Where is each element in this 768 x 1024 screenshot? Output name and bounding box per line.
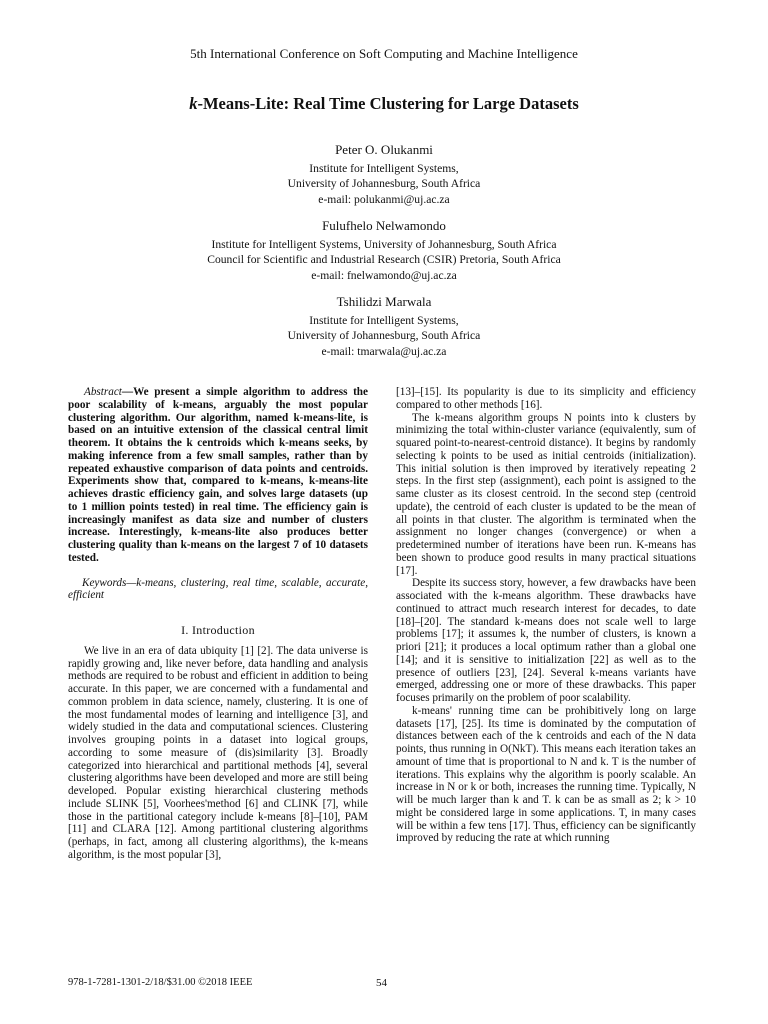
- section-heading-introduction: I. Introduction: [181, 623, 255, 637]
- intro-paragraph: We live in an era of data ubiquity [1] [2]. The data universe is rapidly growing and, like never before, data handling and analysis methods are required to be robust and efficient in addition to being accurate. In this paper, we are concerned with a fundamental and common problem in data science, namely, clustering. It is one of the most fundamental modes of learning and intelligence [3], and widely studied in the data and computational sciences. Clustering involves grouping points in a dataset into logical groups, according to some measure of (dis)similarity [3]. Broadly categorized into hierarchical and partitional methods [4], several clustering algorithms have been developed and more are still being developed. Popular existing hierarchical clustering methods include SLINK [5], Voorhees'method [6] and CLINK [7], while those in the partitional category include k-means [8]–[10], PAM [11] and CLARA [12]. Among partitional clustering algorithms (perhaps, in fact, among all clustering algorithms), the k-means algorithm, is the most popular [3],: [68, 644, 368, 861]
- right-column: [396, 386, 696, 845]
- footer-isbn: 978-1-7281-1301-2/18/$31.00 ©2018 IEEE: [68, 977, 253, 988]
- author-name: Fulufhelo Nelwamondo: [322, 218, 446, 233]
- abstract: [68, 386, 368, 565]
- author-email: e-mail: fnelwamondo@uj.ac.za: [311, 268, 457, 282]
- author-block-1: [0, 142, 768, 207]
- body-paragraph: Despite its success story, however, a few drawbacks have been associated with the k-means algorithm. These drawbacks have continued to attract much research interest for decades, to date [18]–[20]. The standard k-means does not scale well to large problems [17]; it assumes k, the number of clusters, is known a priori [21]; it produces a local optimum rather than a global one [14]; and it is sensitive to initialization [22] as well as to the presence of outliers [23], [24]. Several k-means variants have emerged, addressing one or more of these drawbacks. This paper focuses primarily on the problem of poor scalability.: [396, 577, 696, 704]
- author-affiliation: Institute for Intelligent Systems, University of Johannesburg, South Africa: [211, 237, 557, 251]
- body-paragraph: [13]–[15]. Its popularity is due to its simplicity and efficiency compared to other methods [16].: [396, 386, 696, 411]
- author-name: Peter O. Olukanmi: [335, 142, 433, 157]
- keywords: Keywords—k-means, clustering, real time, scalable, accurate, efficient: [68, 576, 368, 602]
- author-email: e-mail: polukanmi@uj.ac.za: [318, 192, 450, 206]
- conference-header: 5th International Conference on Soft Computing and Machine Intelligence: [190, 46, 578, 61]
- author-affiliation: Council for Scientific and Industrial Research (CSIR) Pretoria, South Africa: [207, 253, 561, 266]
- title-k: k: [189, 94, 198, 113]
- left-column: [68, 386, 368, 862]
- abstract-text: —We present a simple algorithm to address the poor scalability of k-means, arguably the most popular clustering algorithm. Our algorithm, named k-means-lite, is based on an intuitive extension of the classical central limit theorem. It obtains the k centroids which k-means seeks, by making inference from a few small samples, rather than by repeated exhaustive comparison of data points and centroids. Experiments show that, compared to k-means, k-means-lite achieves drastic efficiency gain, and solves large datasets (up to 1 million points tested) in real time. The efficiency gain is increasingly manifest as data size and number of clusters increase. Interestingly, k-means-lite also produces better clustering quality than k-means on the largest 7 of 10 datasets tested.: [68, 386, 368, 564]
- author-email: e-mail: tmarwala@uj.ac.za: [321, 344, 447, 358]
- body-paragraph: k-means' running time can be prohibitively long on large datasets [17], [25]. Its time is dominated by the computation of distances between each of the k centroids and each of the N data points, thus running in O(NkT). This means each iteration takes an amount of time that is proportional to N and k. T is the number of iterations. This explains why the algorithm is poorly scalable. An increase in N or k or both, increases the running time. Typically, N will be much larger than k and T. k can be as small as 2; k > 10 might be considered large in some applications. T, in many cases will be within a few tens [17]. Thus, efficiency can be significantly improved by reducing the rate at which running: [396, 704, 697, 845]
- author-affiliation: Institute for Intelligent Systems,: [309, 313, 459, 327]
- author-affiliation: Institute for Intelligent Systems,: [309, 161, 459, 175]
- author-block-3: [0, 294, 768, 359]
- paper-title: [0, 94, 768, 114]
- author-name: Tshilidzi Marwala: [336, 294, 432, 309]
- author-affiliation: University of Johannesburg, South Africa: [287, 177, 481, 190]
- title-rest: -Means-Lite: Real Time Clustering for Large Datasets: [197, 94, 579, 113]
- abstract-label: Abstract: [84, 386, 122, 398]
- page-number: 54: [376, 977, 387, 989]
- author-affiliation: University of Johannesburg, South Africa: [287, 329, 481, 342]
- body-paragraph: The k-means algorithm groups N points into k clusters by minimizing the total within-cluster variance (equivalently, sum of squared point-to-nearest-centroid distance). It begins by randomly selecting k points to be used as initial centroids (initialization). This initial solution is then improved by iteratively repeating 2 steps. In the first step (assignment), each point is assigned to the same cluster as its closest centroid. In the second step (centroid update), the centroid of each cluster is updated to be the mean of all points in that cluster. The algorithm is terminated when the assignment no longer changes (convergence) or when a predetermined number of iterations have been run. K-means has been shown to produce good results in many practical situations [17].: [396, 411, 696, 577]
- author-block-2: [0, 218, 768, 283]
